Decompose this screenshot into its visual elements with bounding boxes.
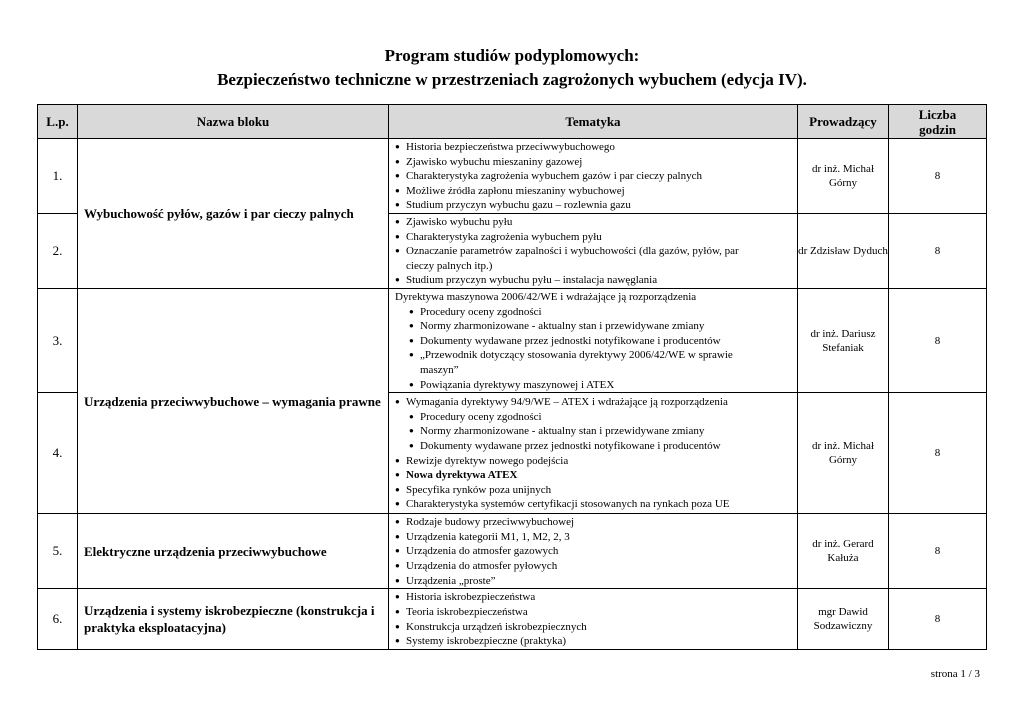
topic-item: ● Powiązania dyrektywy maszynowej i ATEX bbox=[409, 378, 793, 393]
topics-cell bbox=[389, 214, 798, 289]
hours: 8 bbox=[889, 214, 987, 289]
row-number: 6. bbox=[38, 589, 78, 650]
table-row bbox=[38, 139, 987, 214]
program-table bbox=[37, 104, 987, 650]
topic-item: ● Teoria iskrobezpieczeństwa bbox=[395, 605, 793, 620]
topic-item: ● Urządzenia do atmosfer pyłowych bbox=[395, 559, 793, 574]
row-number: 3. bbox=[38, 289, 78, 393]
lecturer-line1: mgr Dawid bbox=[818, 606, 868, 619]
topic-item: ● Wymagania dyrektywy 94/9/WE – ATEX i wdrażające ją rozporządzenia bbox=[395, 395, 793, 410]
hours: 8 bbox=[889, 139, 987, 214]
table-row bbox=[38, 514, 987, 589]
lecturer: dr inż. Gerard Kałuża bbox=[798, 514, 889, 589]
topic-item: ● Nowa dyrektywa ATEX bbox=[395, 468, 793, 483]
topic-item: ● Możliwe źródła zapłonu mieszaniny wybuchowej bbox=[395, 184, 793, 199]
topic-item: ● Procedury oceny zgodności bbox=[409, 410, 793, 425]
row-number: 4. bbox=[38, 393, 78, 514]
topic-item: ● Studium przyczyn wybuchu pyłu – instalacja nawęglania bbox=[395, 273, 793, 288]
topic-item: ● Urządzenia „proste” bbox=[395, 574, 793, 589]
topic-item: ● Zjawisko wybuchu pyłu bbox=[395, 215, 793, 230]
block-name: Wybuchowość pyłów, gazów i par cieczy palnych bbox=[78, 139, 389, 289]
header-lecturer: Prowadzący bbox=[798, 105, 889, 139]
topic-item: ● „Przewodnik dotyczący stosowania dyrektywy 2006/42/WE w sprawie bbox=[409, 348, 793, 363]
lecturer: dr inż. Michał Górny bbox=[798, 139, 889, 214]
topic-item: ● Zjawisko wybuchu mieszaniny gazowej bbox=[395, 155, 793, 170]
topic-item: ● Urządzenia do atmosfer gazowych bbox=[395, 544, 793, 559]
topic-item: ● Rewizje dyrektyw nowego podejścia bbox=[395, 454, 793, 469]
topic-item: ● Charakterystyka zagrożenia wybuchem pyłu bbox=[395, 230, 793, 245]
lecturer-line2: Stefaniak bbox=[822, 341, 864, 354]
page-number: strona 1 / 3 bbox=[930, 668, 980, 680]
topics-cell bbox=[389, 289, 798, 393]
title-line-2: Bezpieczeństwo techniczne w przestrzeniach zagrożonych wybuchem (edycja IV). bbox=[217, 70, 807, 89]
topic-item: ● Normy zharmonizowane - aktualny stan i przewidywane zmiany bbox=[409, 319, 793, 334]
header-hours bbox=[889, 105, 987, 139]
topics-cell bbox=[389, 589, 798, 650]
topic-item: ● Charakterystyka systemów certyfikacji stosowanych na rynkach poza UE bbox=[395, 497, 793, 512]
title-line-1: Program studiów podyplomowych: bbox=[384, 46, 640, 65]
row-number: 2. bbox=[38, 214, 78, 289]
topics-cell bbox=[389, 514, 798, 589]
header-topics: Tematyka bbox=[389, 105, 798, 139]
topic-item: ● Konstrukcja urządzeń iskrobezpiecznych bbox=[395, 620, 793, 635]
lecturer: dr inż. Michał Górny bbox=[798, 393, 889, 514]
topic-item: ● Urządzenia kategorii M1, 1, M2, 2, 3 bbox=[395, 530, 793, 545]
hours: 8 bbox=[889, 514, 987, 589]
lecturer bbox=[798, 289, 889, 393]
topic-item: ● Oznaczanie parametrów zapalności i wybuchowości (dla gazów, pyłów, par bbox=[395, 244, 793, 259]
hours: 8 bbox=[889, 289, 987, 393]
document-title bbox=[0, 44, 1024, 92]
topic-item: ● Historia bezpieczeństwa przeciwwybuchowego bbox=[395, 140, 793, 155]
lecturer-line1: dr inż. Dariusz bbox=[810, 327, 876, 340]
topic-item: ● Rodzaje budowy przeciwwybuchowej bbox=[395, 515, 793, 530]
header-hours-line1: Liczba bbox=[918, 106, 957, 122]
topic-item: ● Historia iskrobezpieczeństwa bbox=[395, 590, 793, 605]
lecturer-line2: Sodzawiczny bbox=[813, 620, 873, 633]
table-header-row bbox=[38, 105, 987, 139]
header-hours-line2: godzin bbox=[919, 121, 956, 137]
hours: 8 bbox=[889, 589, 987, 650]
block-name: Urządzenia i systemy iskrobezpieczne (konstrukcja i praktyka eksploatacyjna) bbox=[78, 589, 389, 650]
table-row bbox=[38, 589, 987, 650]
topic-item: ● Specyfika rynków poza unijnych bbox=[395, 483, 793, 498]
block-name: Elektryczne urządzenia przeciwwybuchowe bbox=[78, 514, 389, 589]
header-lp: L.p. bbox=[38, 105, 78, 139]
topic-item: ● Dokumenty wydawane przez jednostki notyfikowane i producentów bbox=[409, 334, 793, 349]
topic-item: ● Procedury oceny zgodności bbox=[409, 305, 793, 320]
topics-cell bbox=[389, 139, 798, 214]
topic-item: ● Systemy iskrobezpieczne (praktyka) bbox=[395, 634, 793, 649]
hours: 8 bbox=[889, 393, 987, 514]
lecturer bbox=[798, 589, 889, 650]
row-number: 5. bbox=[38, 514, 78, 589]
lecturer: dr Zdzisław Dyduch bbox=[798, 214, 889, 289]
topics-cell bbox=[389, 393, 798, 514]
topic-item: ● Charakterystyka zagrożenia wybuchem gazów i par cieczy palnych bbox=[395, 169, 793, 184]
header-block: Nazwa bloku bbox=[78, 105, 389, 139]
topic-item-continuation: cieczy palnych itp.) bbox=[406, 259, 493, 272]
topic-item: ● Dokumenty wydawane przez jednostki notyfikowane i producentów bbox=[409, 439, 793, 454]
topic-intro: Dyrektywa maszynowa 2006/42/WE i wdrażające ją rozporządzenia bbox=[395, 291, 697, 303]
block-name: Urządzenia przeciwwybuchowe – wymagania prawne bbox=[78, 289, 389, 514]
topic-item: ● Studium przyczyn wybuchu gazu – rozlewnia gazu bbox=[395, 198, 793, 213]
table-row bbox=[38, 289, 987, 393]
row-number: 1. bbox=[38, 139, 78, 214]
topic-item: ● Normy zharmonizowane - aktualny stan i przewidywane zmiany bbox=[409, 424, 793, 439]
topic-item-continuation: maszyn” bbox=[420, 363, 459, 376]
